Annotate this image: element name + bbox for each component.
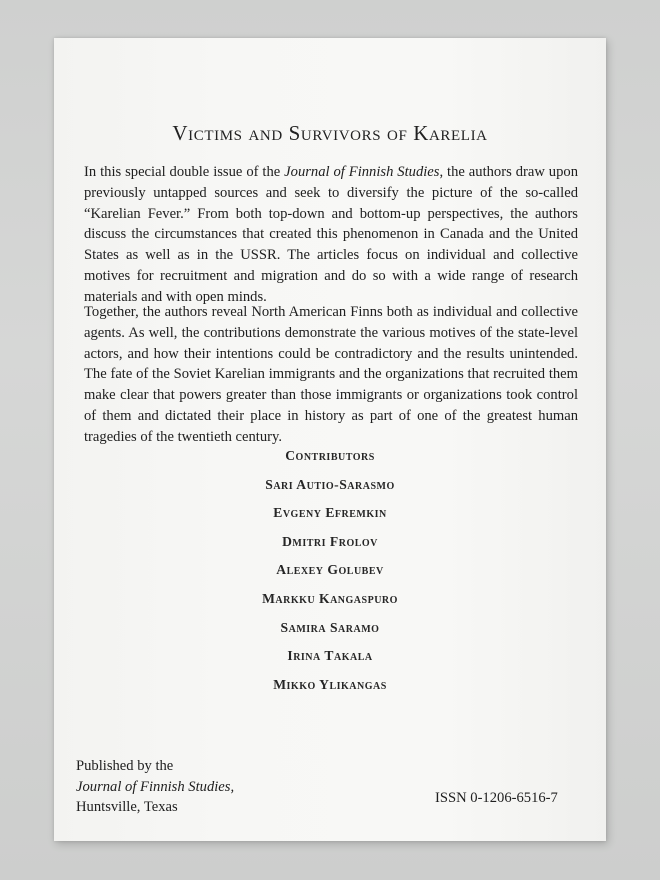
- contributor-name: Mikko Ylikangas: [273, 676, 387, 692]
- contributor-name: Samira Saramo: [280, 619, 380, 635]
- contributor-name: Sari Autio-Sarasmo: [265, 476, 395, 492]
- book-back-cover: [54, 38, 606, 841]
- publisher-info: [76, 756, 234, 818]
- contributor-name: Alexey Golubev: [276, 562, 384, 578]
- publisher-location: Huntsville, Texas: [76, 799, 178, 815]
- publisher-journal: Journal of Finnish Studies,: [76, 778, 235, 795]
- description-text-start: In this special double issue of the: [84, 164, 285, 180]
- description-paragraph-2: Together, the authors reveal North American Finns both as individual and collective agents. As well, the contributions demonstrate the various motives of the state-level actors, and how their intentions could be contradictory and the results unintended. The fate of the Soviet Karelian immigrants and the organizations that recruited them make clear that powers greater than those immigrants or organizations took control of them and dictated their place in history as part of one of the greatest human tragedies of the twentieth century.: [84, 304, 578, 445]
- description-paragraph-1: [84, 162, 578, 308]
- issn-number: ISSN 0-1206-6516-7: [435, 790, 558, 806]
- contributors-heading: Contributors: [285, 448, 375, 463]
- journal-name-italic: Journal of Finnish Studies: [284, 164, 440, 180]
- contributor-name: Markku Kangaspuro: [262, 590, 398, 606]
- contributor-name: Irina Takala: [287, 648, 373, 664]
- contributors-section: [54, 442, 606, 699]
- contributor-name: Evgeny Efremkin: [273, 505, 387, 521]
- description-text-rest: , the authors draw upon previously untapped sources and seek to diversify the picture of the so-called “Karelian Fever.” From both top-down and bottom-up perspectives, the authors discuss the circumstances that created this phenomenon in Canada and the United States as well as in the USSR. The articles focus on individual and collective motives for recruitment and migration and do so with a wide range of research materials and with open minds.: [84, 164, 578, 305]
- publisher-line: Published by the: [76, 758, 174, 774]
- contributor-name: Dmitri Frolov: [282, 533, 378, 549]
- book-title: Victims and Survivors of Karelia: [172, 121, 488, 145]
